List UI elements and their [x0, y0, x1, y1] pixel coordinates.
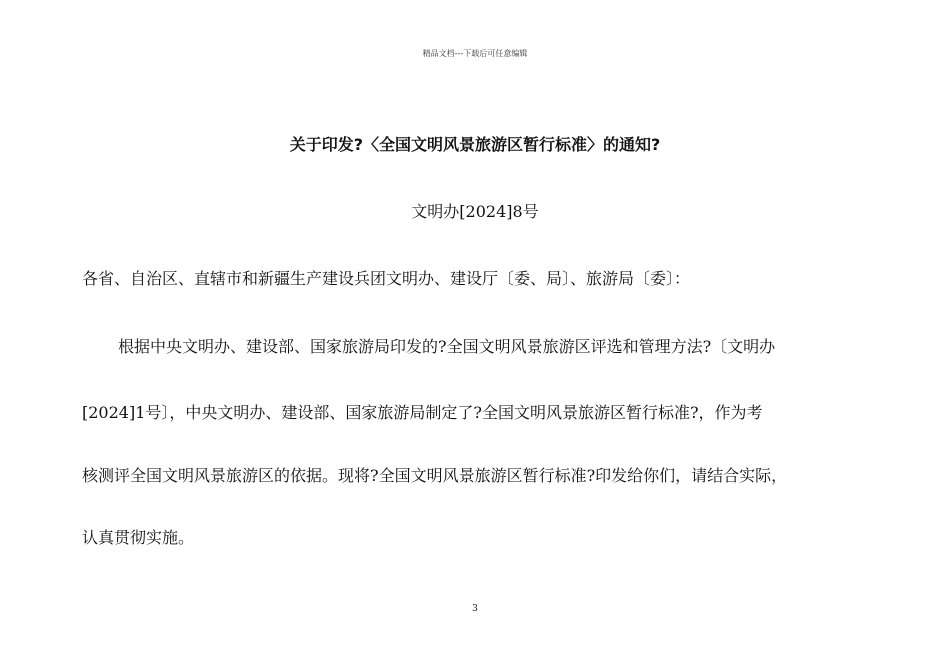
body-line: 认真贯彻实施。 — [82, 528, 195, 547]
body-line: 核测评全国文明风景旅游区的依据。现将?全国文明风景旅游区暂行标准?印发给你们，请结合实际， — [82, 466, 788, 485]
page-number: 3 — [472, 604, 478, 614]
document-number: 文明办[2024]8号 — [411, 202, 539, 221]
salutation: 各省、自治区、直辖市和新疆生产建设兵团文明办、建设厅〔委、局〕、旅游局〔委〕： — [82, 269, 691, 288]
header-note: 精品文档---下载后可任意编辑 — [422, 49, 528, 58]
body-line: 根据中央文明办、建设部、国家旅游局印发的?全国文明风景旅游区评选和管理方法?〔文明办 — [118, 337, 776, 356]
document-title: 关于印发?〈全国文明风景旅游区暂行标准〉的通知? — [289, 135, 661, 154]
body-line: [2024]1号〕，中央文明办、建设部、国家旅游局制定了?全国文明风景旅游区暂行标准?，作为考 — [82, 403, 763, 422]
